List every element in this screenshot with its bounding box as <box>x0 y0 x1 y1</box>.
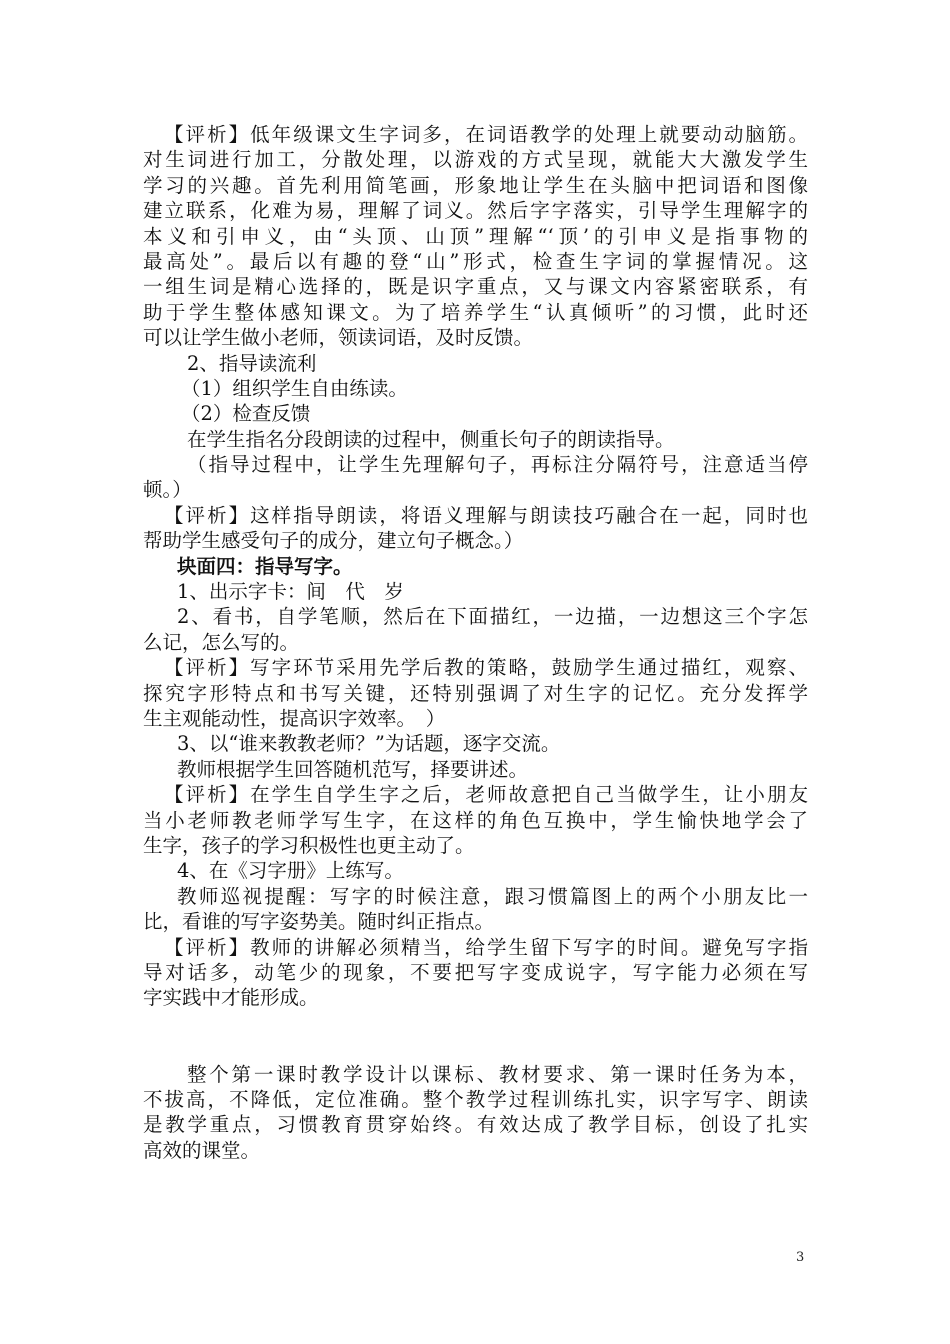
section-heading: 块面四：指导写字。 <box>177 554 353 578</box>
text-line: 对生词进行加工，分散处理，以游戏的方式呈现，就能大大激发学生 <box>143 148 808 172</box>
text-line: 1、出示字卡：间 代 岁 <box>177 580 404 604</box>
text-line: （1）组织学生自由练读。 <box>181 376 408 400</box>
paragraph-gap <box>143 1011 808 1062</box>
text-line: 本义和引申义，由“头顶、山顶”理解“‘顶’的引申义是指事物的 <box>143 224 808 248</box>
text-line: 学习的兴趣。首先利用简笔画，形象地让学生在头脑中把词语和图像 <box>143 173 808 197</box>
text-line: 字实践中才能形成。 <box>143 986 319 1010</box>
text-line: 导对话多，动笔少的现象，不要把写字变成说字，写字能力必须在写 <box>143 960 808 984</box>
text-line: （2）检查反馈 <box>181 402 311 426</box>
text-line: 整个第一课时教学设计以课标、教材要求、第一课时任务为本， <box>187 1062 808 1086</box>
text-line: 【评析】教师的讲解必须精当，给学生留下写字的时间。避免写字指 <box>164 935 808 959</box>
text-line: 生字，孩子的学习积极性也更主动了。 <box>143 833 475 857</box>
text-line: 生主观能动性，提高识字效率。 ） <box>143 706 446 730</box>
text-line: 一组生词是精心选择的，既是识字重点，又与课文内容紧密联系，有 <box>143 275 808 299</box>
text-line: 【评析】低年级课文生字词多，在词语教学的处理上就要动动脑筋。 <box>164 123 808 146</box>
text-line: 顿。） <box>143 478 192 502</box>
text-line: 探究字形特点和书写关键，还特别强调了对生字的记忆。充分发挥学 <box>143 681 808 705</box>
text-line: 【评析】写字环节采用先学后教的策略，鼓励学生通过描红，观察、 <box>164 656 808 680</box>
text-line: （指导过程中，让学生先理解句子，再标注分隔符号，注意适当停 <box>187 453 808 477</box>
text-line: 在学生指名分段朗读的过程中，侧重长句子的朗读指导。 <box>187 427 675 451</box>
text-line: 比，看谁的写字姿势美。随时纠正指点。 <box>143 910 495 934</box>
text-line: 高效的课堂。 <box>143 1138 261 1162</box>
text-line: 不拔高，不降低，定位准确。整个教学过程训练扎实，识字写字、朗读 <box>143 1088 808 1112</box>
text-line: 2、看书，自学笔顺，然后在下面描红，一边描，一边想这三个字怎 <box>177 605 808 629</box>
text-line: 【评析】在学生自学生字之后，老师故意把自己当做学生，让小朋友 <box>164 783 808 807</box>
text-line: 当小老师教老师学写生字，在这样的角色互换中，学生愉快地学会了 <box>143 808 808 832</box>
text-line: 教师根据学生回答随机范写，择要讲述。 <box>177 757 529 781</box>
text-line: 【评析】这样指导朗读，将语义理解与朗读技巧融合在一起，同时也 <box>164 503 808 527</box>
page-number: 3 <box>796 1250 805 1265</box>
text-line: 教师巡视提醒：写字的时候注意，跟习惯篇图上的两个小朋友比一 <box>177 884 808 908</box>
text-line: 助于学生整体感知课文。为了培养学生“认真倾听”的习惯，此时还 <box>143 300 808 324</box>
text-line: 是教学重点，习惯教育贯穿始终。有效达成了教学目标，创设了扎实 <box>143 1113 808 1137</box>
text-line: 4、在《习字册》上练写。 <box>177 859 404 883</box>
text-line: 最高处”。最后以有趣的登“山”形式，检查生字词的掌握情况。这 <box>143 249 808 273</box>
text-line: 么记，怎么写的。 <box>143 630 300 654</box>
text-line: 可以让学生做小老师，领读词语，及时反馈。 <box>143 326 534 350</box>
text-line: 帮助学生感受句子的成分，建立句子概念。） <box>143 529 524 553</box>
section-heading: 2、指导读流利 <box>187 351 317 375</box>
text-line: 3、以“谁来教教老师？”为话题，逐字交流。 <box>177 732 561 756</box>
document-body <box>143 122 808 1163</box>
text-line: 建立联系，化难为易，理解了词义。然后字字落实，引导学生理解字的 <box>143 199 808 223</box>
